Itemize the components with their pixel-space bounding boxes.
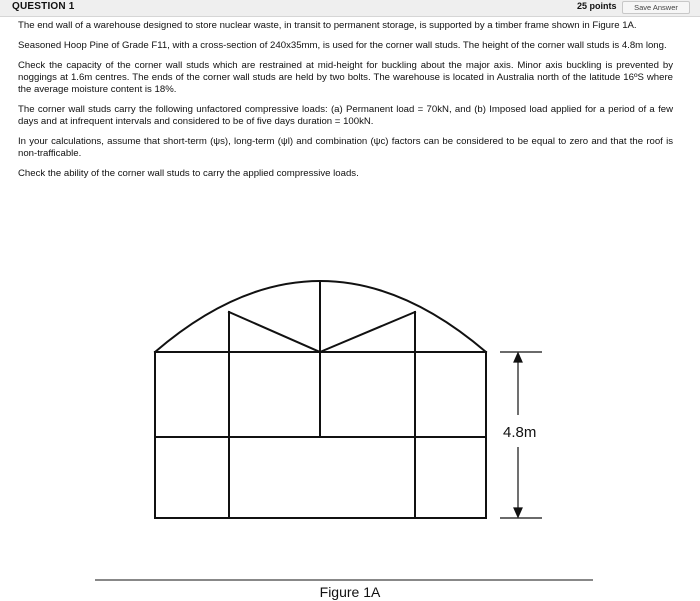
- dimension-arrow-bottom: [514, 508, 522, 517]
- question-paragraph-2: Seasoned Hoop Pine of Grade F11, with a cross-section of 240x35mm, is used for the corner wall studs. The height of the corner wall studs is 4.8m long.: [18, 40, 667, 51]
- question-paragraph-3: Check the capacity of the corner wall studs which are restrained at mid-height for buckling about the major axis. Minor axis buckling is prevented by noggings at 1.6m centres. The ends of the corner wall studs are held by two bolts. The warehouse is located in Australia north of the latitude 16ºS where the average moisture content is 18%.: [18, 60, 673, 95]
- question-paragraph-4: The corner wall studs carry the following unfactored compressive loads: (a) Permanent load = 70kN, and (b) Imposed load applied for a period of a few days and at infrequent intervals and considered to be of five days duration = 100kN.: [18, 104, 673, 127]
- save-answer-button[interactable]: Save Answer: [622, 1, 690, 14]
- figure-caption: Figure 1A: [319, 584, 381, 600]
- truss-diagonal-right: [320, 312, 415, 352]
- dimension-arrow-top: [514, 353, 522, 362]
- question-paragraph-5: In your calculations, assume that short-term (ψs), long-term (ψl) and combination (ψc) factors can be considered to be equal to zero and that the roof is non-trafficable.: [18, 136, 673, 159]
- question-paragraph-6: Check the ability of the corner wall studs to carry the applied compressive loads.: [18, 168, 359, 179]
- question-paragraph-1: The end wall of a warehouse designed to store nuclear waste, in transit to permanent storage, is supported by a timber frame shown in Figure 1A.: [18, 20, 637, 31]
- truss-diagonal-left: [229, 312, 320, 352]
- dimension-label: 4.8m: [503, 424, 537, 441]
- question-title: QUESTION 1: [12, 1, 75, 12]
- points-label: 25 points: [577, 1, 617, 11]
